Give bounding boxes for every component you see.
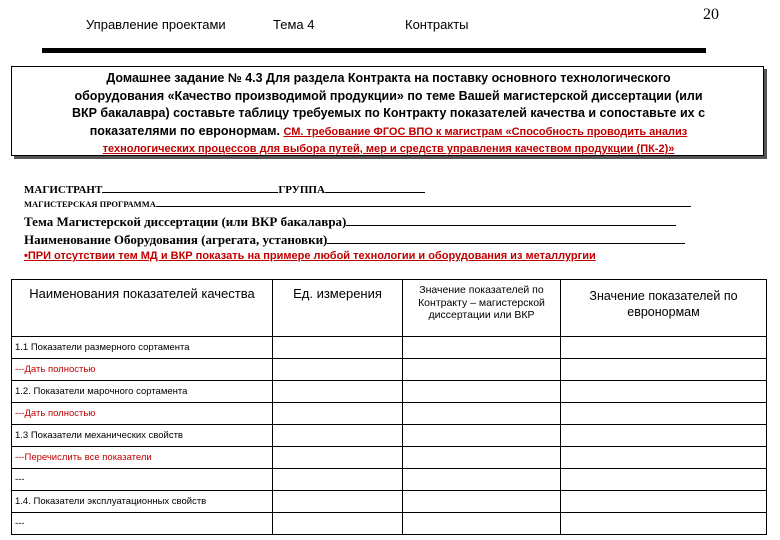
program-blank[interactable] [156, 197, 691, 207]
indicator-cell: ---Дать полностью [12, 403, 273, 425]
table-header [12, 280, 767, 337]
master-line [24, 181, 425, 196]
program-label: МАГИСТЕРСКАЯ ПРОГРАММА [24, 199, 156, 209]
contract-value-cell[interactable] [403, 337, 561, 359]
table-row [12, 513, 767, 535]
indicator-cell: 1.3 Показатели механических свойств [12, 425, 273, 447]
note-text: •ПРИ отсутствии тем МД и ВКР показать на примере любой технологии и оборудования из металлургии [24, 250, 596, 262]
table-row [12, 491, 767, 513]
contract-value-cell[interactable] [403, 513, 561, 535]
table-row [12, 469, 767, 491]
euronorm-value-cell[interactable] [561, 469, 767, 491]
table-row [12, 403, 767, 425]
indicator-cell: 1.2. Показатели марочного сортамента [12, 381, 273, 403]
fgos-requirement: СМ. требование ФГОС ВПО к магистрам «Способность проводить анализ [283, 125, 688, 138]
contract-value-cell[interactable] [403, 491, 561, 513]
table-row [12, 425, 767, 447]
header-rule [42, 48, 706, 53]
task-line-2: оборудования «Качество производимой продукции» по теме Вашей магистерской диссертации (или [74, 88, 703, 103]
program-line [24, 197, 691, 209]
course-title: Управление проектами [86, 17, 226, 32]
thesis-blank[interactable] [346, 212, 676, 226]
page-number: 20 [703, 6, 719, 23]
thesis-line [24, 212, 676, 230]
master-label: МАГИСТРАНТ [24, 184, 103, 196]
euronorm-value-cell[interactable] [561, 425, 767, 447]
header-euronorm-value: Значение показателей по евронормам [561, 280, 767, 337]
unit-cell[interactable] [273, 337, 403, 359]
euronorm-value-cell[interactable] [561, 513, 767, 535]
group-blank[interactable] [325, 181, 425, 193]
indicator-cell: --- [12, 469, 273, 491]
euronorm-value-cell[interactable] [561, 491, 767, 513]
contract-value-cell[interactable] [403, 403, 561, 425]
unit-cell[interactable] [273, 425, 403, 447]
euronorm-value-cell[interactable] [561, 337, 767, 359]
table-row [12, 447, 767, 469]
task-box [11, 66, 764, 156]
group-label: ГРУППА [278, 184, 325, 196]
table-row [12, 337, 767, 359]
unit-cell[interactable] [273, 491, 403, 513]
task-line-4 [12, 123, 765, 142]
euronorm-value-cell[interactable] [561, 359, 767, 381]
section-title: Контракты [405, 17, 469, 32]
header-unit: Ед. измерения [273, 280, 403, 337]
header-contract-value: Значение показателей по Контракту – магистерской диссертации или ВКР [403, 280, 561, 337]
indicator-cell: 1.1 Показатели размерного сортамента [12, 337, 273, 359]
master-blank[interactable] [102, 181, 278, 193]
quality-table [11, 279, 767, 535]
table-row [12, 359, 767, 381]
unit-cell[interactable] [273, 381, 403, 403]
task-line-3: ВКР бакалавра) составьте таблицу требуемых по Контракту показателей качества и сопоставьте их с [71, 106, 706, 120]
unit-cell[interactable] [273, 469, 403, 491]
fgos-requirement-cont: технологических процессов для выбора путей, мер и средств управления качеством продукции (ПК-2)» [102, 143, 675, 155]
equipment-line [24, 230, 685, 248]
header-indicator-name: Наименования показателей качества [12, 280, 273, 337]
indicator-cell: ---Перечислить все показатели [12, 447, 273, 469]
task-text [12, 70, 765, 159]
indicator-cell: 1.4. Показатели эксплуатационных свойств [12, 491, 273, 513]
contract-value-cell[interactable] [403, 359, 561, 381]
contract-value-cell[interactable] [403, 425, 561, 447]
topic-title: Тема 4 [273, 17, 315, 32]
contract-value-cell[interactable] [403, 447, 561, 469]
unit-cell[interactable] [273, 359, 403, 381]
contract-value-cell[interactable] [403, 381, 561, 403]
task-line-1: Домашнее задание № 4.3 Для раздела Контракта на поставку основного технологического [106, 71, 671, 85]
indicator-cell: --- [12, 513, 273, 535]
unit-cell[interactable] [273, 513, 403, 535]
contract-value-cell[interactable] [403, 469, 561, 491]
unit-cell[interactable] [273, 403, 403, 425]
unit-cell[interactable] [273, 447, 403, 469]
euronorm-value-cell[interactable] [561, 403, 767, 425]
table-row [12, 381, 767, 403]
euronorm-value-cell[interactable] [561, 381, 767, 403]
euronorm-value-cell[interactable] [561, 447, 767, 469]
equipment-blank[interactable] [327, 230, 685, 244]
equipment-label: Наименование Оборудования (агрегата, установки) [24, 232, 328, 247]
task-line-4-text: показателями по евронормам. [89, 123, 280, 138]
thesis-label: Тема Магистерской диссертации (или ВКР бакалавра) [24, 214, 347, 229]
indicator-cell: ---Дать полностью [12, 359, 273, 381]
